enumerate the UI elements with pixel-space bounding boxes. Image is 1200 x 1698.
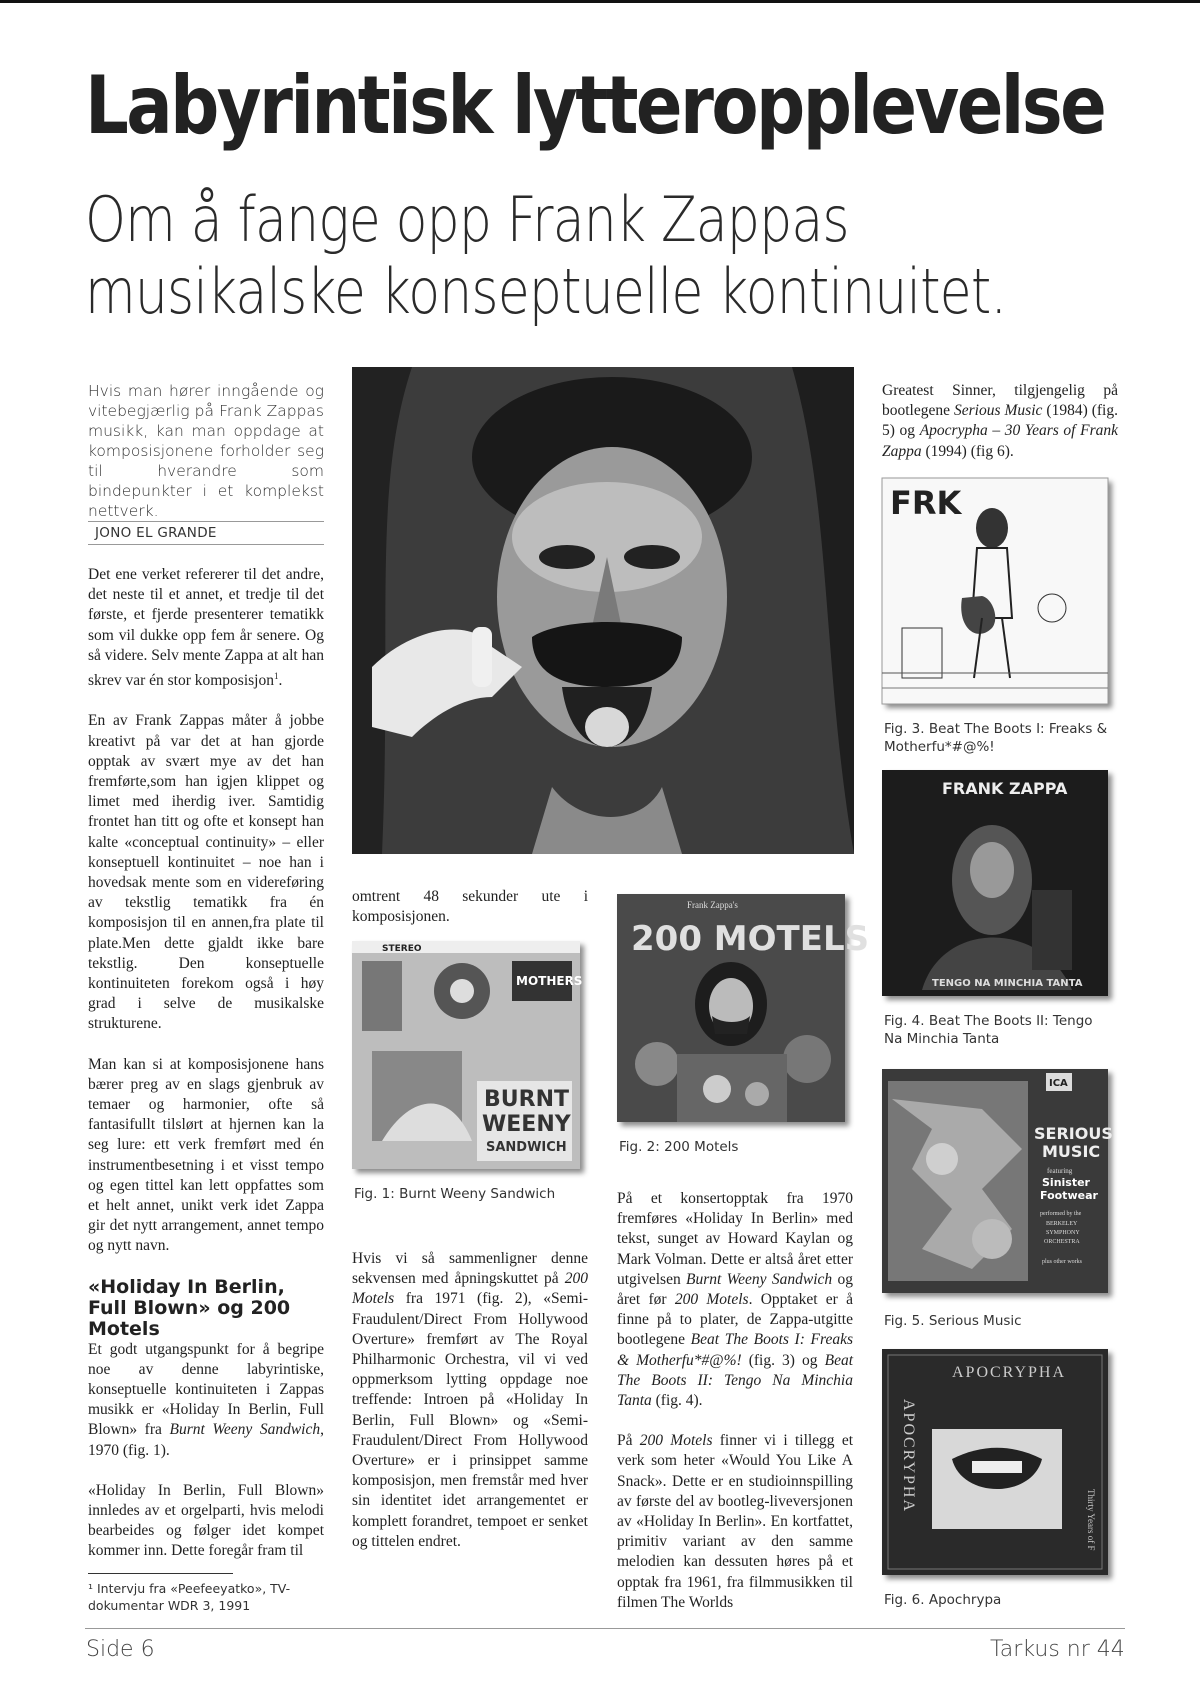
section-heading: «Holiday In Berlin, Full Blown» og 200 Motels [88, 1275, 291, 1340]
footer-rule [85, 1628, 1125, 1629]
fig5-sub8-text: plus other works [1042, 1259, 1082, 1265]
col1-paragraph-5: «Holiday In Berlin, Full Blown» innledes av et orgelparti, hvis melodi bearbeides og følger idet kompet kommer inn. Dette foregår fram til [88, 1481, 324, 1560]
fig6-title-text: APOCRYPHA [952, 1364, 1067, 1381]
serious-music-cover [882, 1069, 1113, 1293]
fig6-side2-text: Thirty Years of F [1086, 1489, 1096, 1551]
column-2 [352, 887, 588, 947]
lead-paragraph: Hvis man hører inngående og vitebegjærlig på Frank Zappas musikk, kan man oppdage at komposisjonene forholder seg til hverandre som bindepunkter i et komplekst nettverk. [88, 382, 324, 520]
column-4 [882, 381, 1118, 482]
fig4-artist-text: FRANK ZAPPA [942, 779, 1068, 798]
author-byline: JONO EL GRANDE [88, 521, 324, 545]
beat-the-boots-2-cover [882, 770, 1108, 996]
footnote-ref: 1 [273, 671, 279, 682]
col3-paragraph-2: På 200 Motels finner vi i tillegg et verk som heter «Would You Like A Snack». Dette er en studioinnspilling av første del av bootleg-liveversjonen av «Holiday In Berlin». En kortfattet, primitiv variant av den samme melodien kan dessuten høres på et opptak fra 1961, fra filmmusikken til filmen The Worlds [617, 1432, 854, 1611]
col2-paragraph-2: Hvis vi så sammenligner denne sekvensen med åpningskuttet på 200 Motels fra 1971 (fig. 2), «Semi-Fraudulent/Direct From Hollywood Overture» fremført av The Royal Philharmonic Orchestra, vil vi ved oppmerksom lytting oppdage noe treffende: Introen på «Holiday In Berlin, Full Blown» og «Semi-Fraudulent/Direct From Hollywood Overture» er i prinsippet samme komposisjon, men fremstår med hver sin identitet idet arrangementet er komplett forandret, tempoet er senket og tittelen endret. [352, 1250, 588, 1550]
col1-paragraph-4: Et godt utgangspunkt for å begripe noe av denne labyrintiske, konseptuelle kontinuiteten i Zappas musikk er «Holiday In Berlin, Full Blown» fra Burnt Weeny Sandwich, 1970 (fig. 1). [88, 1340, 324, 1459]
fig2-top-text: Frank Zappa's [687, 900, 738, 910]
column-2-lower [352, 1249, 588, 1572]
col3-paragraph-1: På et konsertopptak fra 1970 fremføres «Holiday In Berlin» med tekst, sunget av Howard Kaylan og Mark Volman. Dette er altså året etter utgivelsen Burnt Weeny Sandwich og året før 200 Motels. Opptaket er å finne på to plater, de Zappa-utgitte bootlegene Beat The Boots I: Freaks & Motherfu*#@%! (fig. 3) og Beat The Boots II: Tengo Na Minchia Tanta (fig. 4). [617, 1190, 854, 1410]
subtitle-line-1: Om å fange opp Frank Zappas [85, 183, 849, 256]
caption-fig-4: Fig. 4. Beat The Boots II: Tengo Na Minchia Tanta [884, 1013, 1093, 1047]
fig5-sub4-text: performed by the [1040, 1211, 1082, 1217]
col1-paragraph-3: Man kan si at komposisjonene hans bærer preg av en slags gjenbruk av temaer og harmonier, ofte så fantasifullt tilslørt at hjernen kan la seg lure: ett verk fremført med én instrumentbesetning i et visst tempo og egen tittel kan lett oppfattes som et helt annet, unikt verk idet Zappa gir det nytt arrangement, annet tempo og nytt navn. [88, 1055, 324, 1255]
fig5-sub7-text: ORCHESTRA [1044, 1239, 1080, 1245]
column-3 [617, 1189, 853, 1633]
caption-fig-1: Fig. 1: Burnt Weeny Sandwich [354, 1186, 556, 1202]
fig6-side1-text: APOCRYPHA [900, 1399, 917, 1514]
200-motels-cover [617, 894, 870, 1122]
fig1-stereo-text: STEREO [382, 944, 422, 954]
fig1-sandwich-text: SANDWICH [486, 1140, 567, 1155]
fig5-sub6-text: SYMPHONY [1046, 1230, 1080, 1236]
fig5-sub3-text: Footwear [1040, 1189, 1098, 1202]
footnote-rule [88, 1573, 233, 1574]
caption-fig-2: Fig. 2: 200 Motels [619, 1139, 739, 1155]
fig5-title1-text: SERIOUS [1034, 1124, 1113, 1143]
caption-fig-3: Fig. 3. Beat The Boots I: Freaks & Motherfu*#@%! [884, 721, 1108, 755]
fig4-title-text: TENGO NA MINCHIA TANTA [932, 978, 1083, 989]
page-subtitle [85, 184, 1009, 328]
fig5-sub1-text: featuring [1047, 1167, 1073, 1175]
column-1 [88, 565, 324, 1582]
fig1-mothers-text: MOTHERS [516, 974, 583, 988]
subtitle-line-2: musikalske konseptuelle kontinuitet. [85, 255, 1007, 328]
footnote: ¹ Intervju fra «Peefeeyatko», TV-dokumentar WDR 3, 1991 [88, 1581, 291, 1613]
caption-fig-6: Fig. 6. Apochrypa [884, 1592, 1002, 1608]
fig5-title2-text: MUSIC [1042, 1142, 1101, 1161]
fig1-burnt-text: BURNT [484, 1087, 569, 1112]
beat-the-boots-1-cover [882, 478, 1108, 704]
fig5-sub5-text: BERKELEY [1046, 1221, 1078, 1227]
col2-paragraph-1: omtrent 48 sekunder ute i komposisjonen. [352, 888, 588, 926]
fig3-letters-text: FRK [890, 484, 962, 522]
page-number: Side 6 [86, 1637, 155, 1662]
fig5-logo-text: ICA [1049, 1078, 1068, 1089]
fig1-weeny-text: WEENY [482, 1112, 571, 1137]
col1-paragraph-2: En av Frank Zappas måter å jobbe kreativt på var det at han gjorde opptak av svært mye av det han fremførte,som han igjen klippet og limet med iherdig iver. Samtidig frontet han titt og ofte et konsept han kalte «conceptual continuity» – eller konseptuell kontinuitet – noe han i hovedsak mente som en videreføring av tekstlig tematikk fra én komposisjon til en annen,fra plate til plate.Men dette gjaldt ikke bare tekstlig. Den konseptuelle kontinuiteten forekom også i høy grad i selve de musikalske strukturene. [88, 712, 324, 1033]
col4-paragraph-1: Greatest Sinner, tilgjengelig på bootlegene Serious Music (1984) (fig. 5) og Apocrypha – 30 Years of Frank Zappa (1994) (fig 6). [882, 382, 1118, 460]
caption-fig-5: Fig. 5. Serious Music [884, 1313, 1022, 1329]
top-rule [0, 0, 1200, 3]
fig5-sub2-text: Sinister [1042, 1176, 1090, 1189]
fig2-title-text: 200 MOTELS [631, 919, 870, 959]
apocrypha-cover [882, 1349, 1108, 1575]
zappa-portrait-image [352, 367, 854, 854]
magazine-issue: Tarkus nr 44 [990, 1637, 1125, 1662]
page-title: Labyrintisk lytteropplevelse [85, 59, 1105, 152]
col1-paragraph-1: Det ene verket refererer til det andre, det neste til et annet, et tredje til det første, et fjerde presenterer tematikk som vil dukke opp fem år senere. Og så videre. Selv mente Zappa at alt han skrev var én stor komposisjon$^1$. [88, 566, 324, 690]
burnt-weeny-sandwich-cover [352, 941, 583, 1169]
